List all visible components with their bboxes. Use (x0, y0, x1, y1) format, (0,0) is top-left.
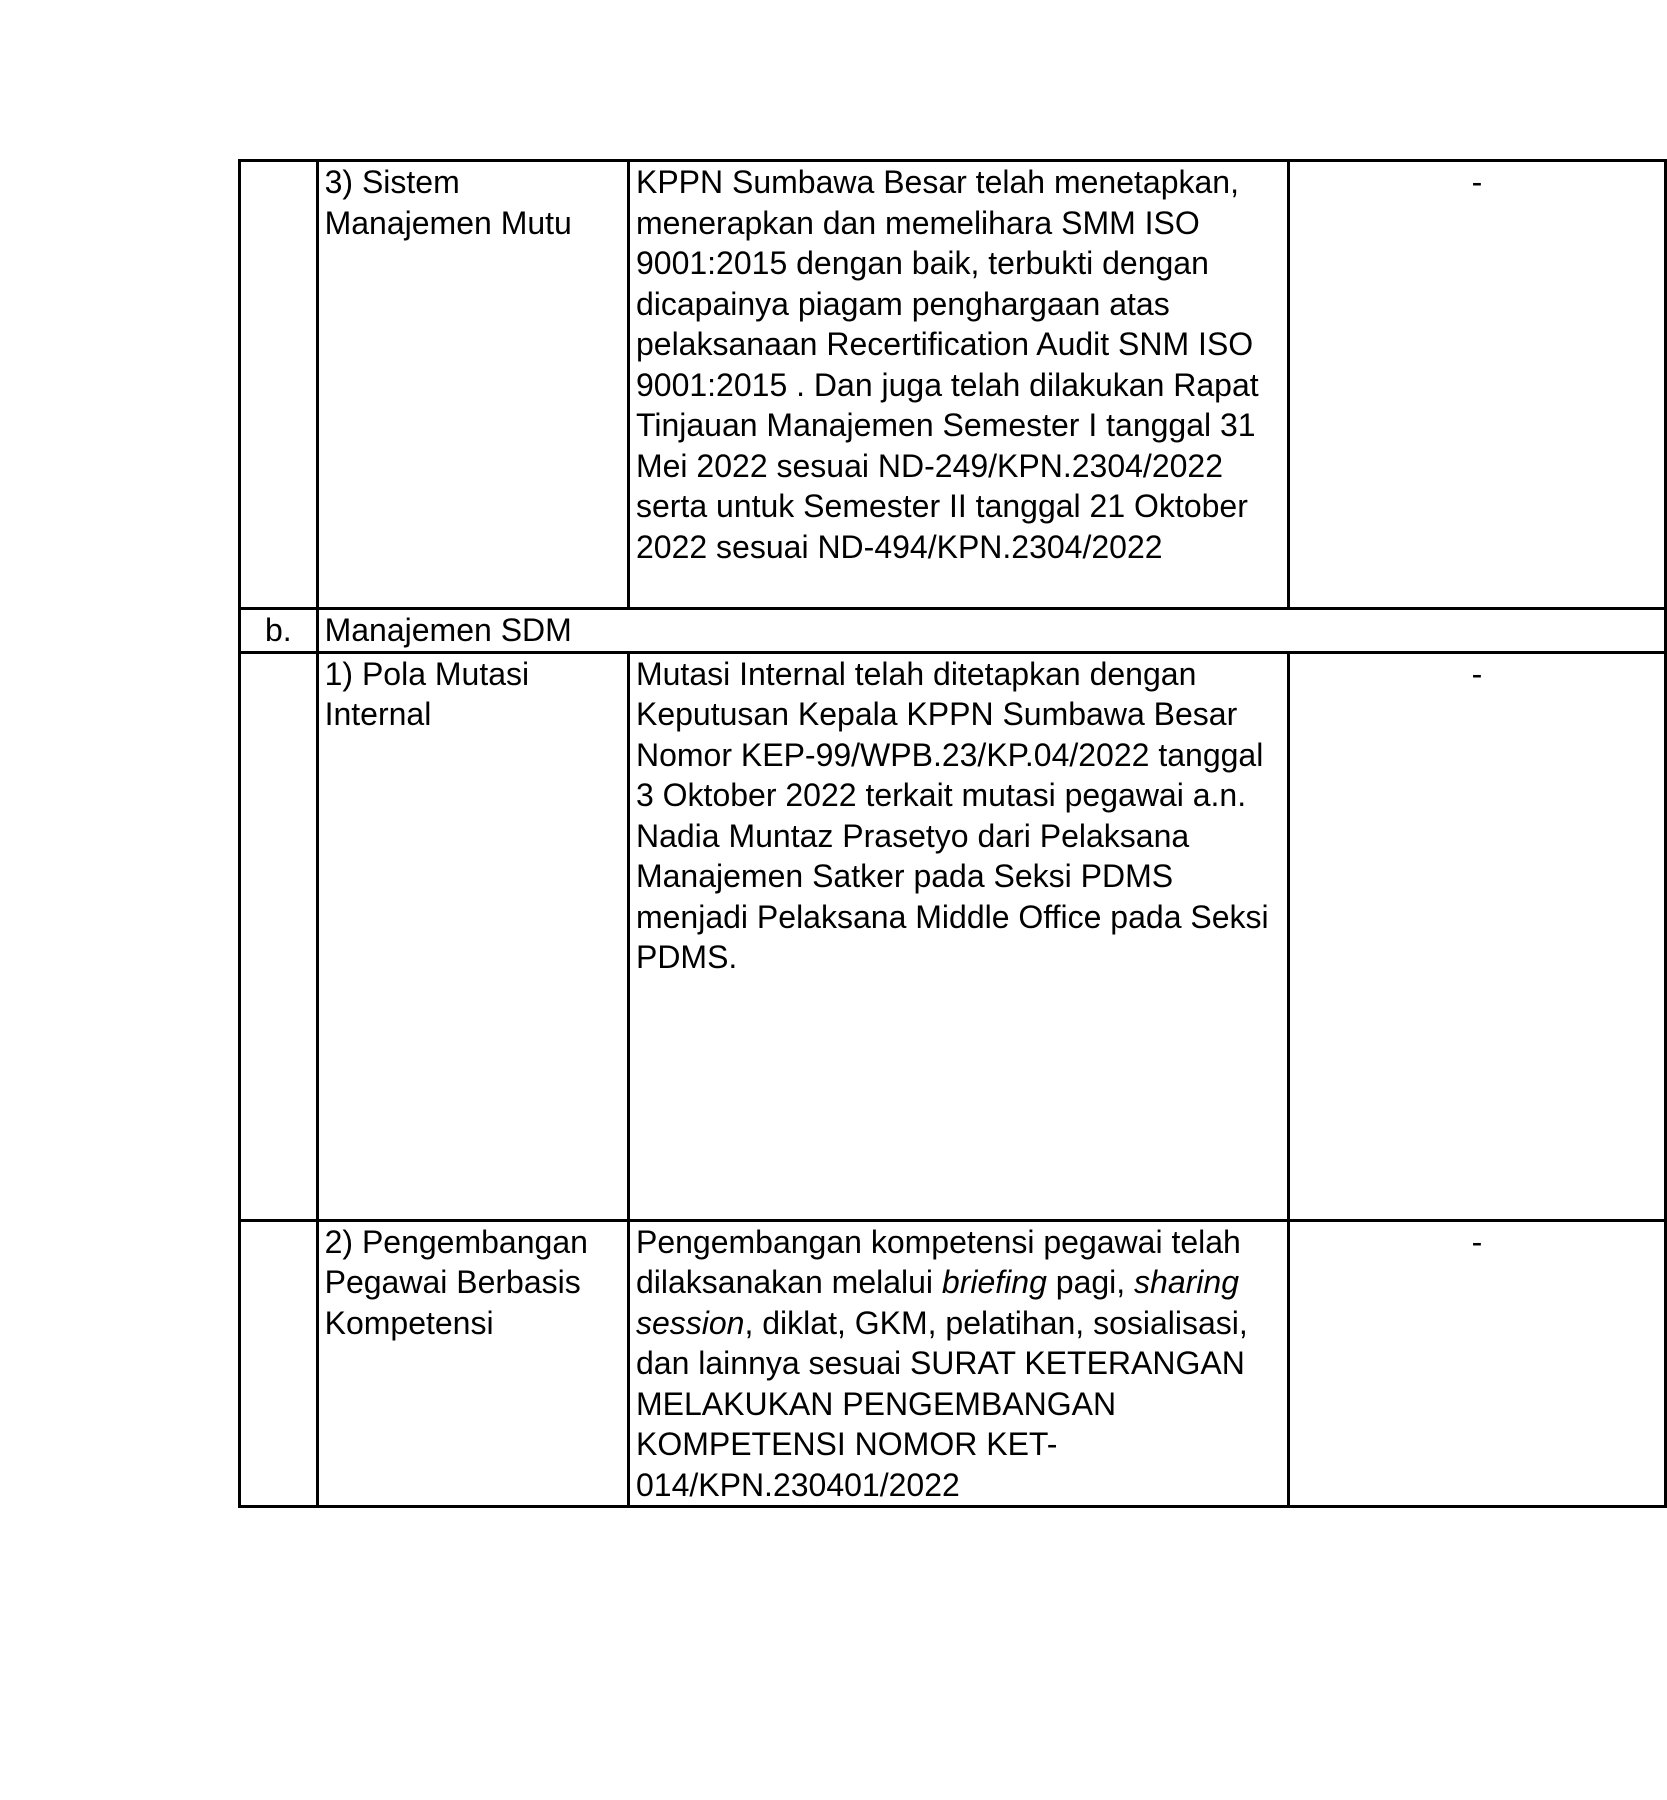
note-cell-pengembangan-pegawai: - (1288, 1220, 1665, 1507)
item-cell-pengembangan-pegawai: 2) Pengembangan Pegawai Berbasis Kompetensi (317, 1220, 628, 1507)
description-italic-briefing: briefing (941, 1264, 1047, 1300)
description-text-part: Pengembangan kompetensi pegawai telah dilaksanakan melalui (635, 1223, 1241, 1300)
description-text-part: pagi, (1046, 1264, 1135, 1300)
item-cell-sistem-manajemen-mutu: 3) Sistem Manajemen Mutu (317, 161, 628, 609)
row-number-cell (240, 161, 318, 609)
description-italic-sharing-session: sharing session (635, 1264, 1239, 1341)
table-row-sistem-manajemen-mutu (240, 161, 1666, 609)
item-cell-pola-mutasi-internal: 1) Pola Mutasi Internal (317, 652, 628, 1220)
section-number-cell: b. (240, 609, 318, 653)
section-title-manajemen-sdm: Manajemen SDM (317, 609, 1665, 653)
note-cell-pola-mutasi-internal: - (1288, 652, 1665, 1220)
description-text-part: , diklat, GKM, pelatihan, sosialisasi, dan lainnya sesuai SURAT KETERANGAN MELAKUKAN PENGEMBANGAN KOMPETENSI NOMOR KET-014/KPN.230401/2022 (635, 1304, 1248, 1503)
row-number-cell (240, 652, 318, 1220)
table-row-pola-mutasi-internal (240, 652, 1666, 1220)
section-row-manajemen-sdm (240, 609, 1666, 653)
description-cell-pola-mutasi-internal: Mutasi Internal telah ditetapkan dengan Keputusan Kepala KPPN Sumbawa Besar Nomor KEP-99/WPB.23/KP.04/2022 tanggal 3 Oktober 2022 terkait mutasi pegawai a.n. Nadia Muntaz Prasetyo dari Pelaksana Manajemen Satker pada Seksi PDMS menjadi Pelaksana Middle Office pada Seksi PDMS. (628, 652, 1288, 1220)
note-cell-sistem-manajemen-mutu: - (1288, 161, 1665, 609)
table-row-pengembangan-pegawai (240, 1220, 1666, 1507)
row-number-cell (240, 1220, 318, 1507)
description-cell-pengembangan-pegawai (628, 1220, 1288, 1507)
report-table (238, 159, 1667, 1508)
description-cell-sistem-manajemen-mutu: KPPN Sumbawa Besar telah menetapkan, menerapkan dan memelihara SMM ISO 9001:2015 dengan baik, terbukti dengan dicapainya piagam penghargaan atas pelaksanaan Recertification Audit SNM ISO 9001:2015 . Dan juga telah dilakukan Rapat Tinjauan Manajemen Semester I tanggal 31 Mei 2022 sesuai ND-249/KPN.2304/2022 serta untuk Semester II tanggal 21 Oktober 2022 sesuai ND-494/KPN.2304/2022 (628, 161, 1288, 609)
